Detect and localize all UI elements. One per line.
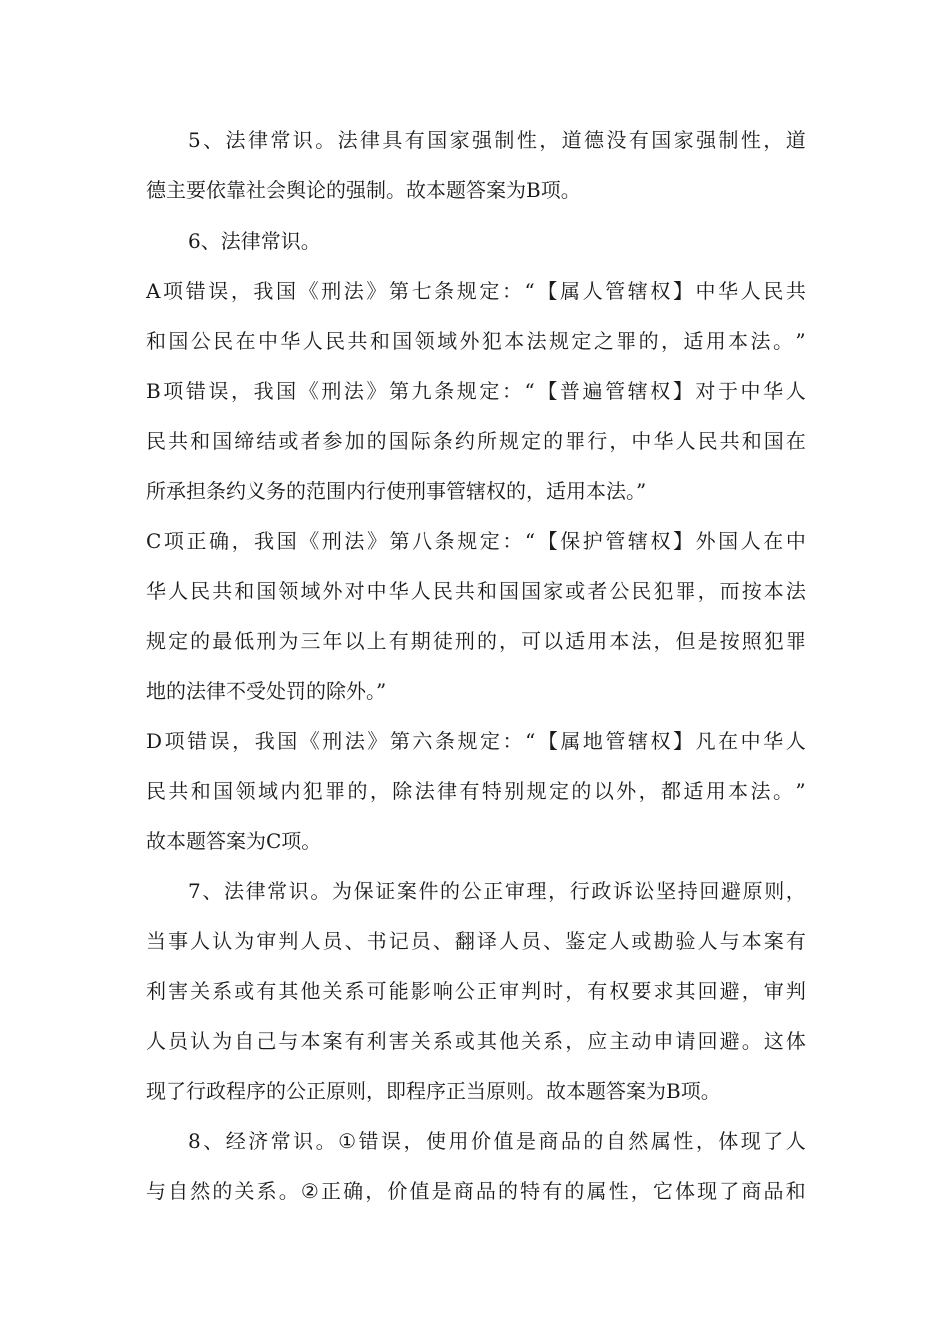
text-line: 地的法律不受处罚的除外。” (146, 679, 387, 703)
text-line: 当 事 人 认 为 审 判 人 员 、 书 记 员 、 翻 译 人 员 、 鉴 定 人 或 勘 验 人 与 本 案 有 (146, 929, 806, 953)
text-line: D 项 错 误 ， 我 国 《 刑 法 》 第 六 条 规 定 ： “ 【 属 地 管 辖 权 】 凡 在 中 华 人 (146, 729, 806, 753)
text-line: 民 共 和 国 缔 结 或 者 参 加 的 国 际 条 约 所 规 定 的 罪 行 ， 中 华 人 民 共 和 国 在 (146, 429, 806, 453)
text-line: 5 、 法 律 常 识 。 法 律 具 有 国 家 强 制 性 ， 道 德 没 有 国 家 强 制 性 ， 道 (188, 128, 806, 152)
text-line: 德主要依靠社会舆论的强制。故本题答案为B项。 (146, 178, 581, 202)
text-line: 7 、 法 律 常 识 。 为 保 证 案 件 的 公 正 审 理 ， 行 政 诉 讼 坚 持 回 避 原 则 ， (188, 879, 806, 903)
text-line: 民 共 和 国 领 域 内 犯 罪 的 ， 除 法 律 有 特 别 规 定 的 以 外 ， 都 适 用 本 法 。 ” (146, 779, 806, 803)
text-line: 现了行政程序的公正原则，即程序正当原则。故本题答案为B项。 (146, 1079, 721, 1103)
text-line: 利 害 关 系 或 有 其 他 关 系 可 能 影 响 公 正 审 判 时 ， 有 权 要 求 其 回 避 ， 审 判 (146, 979, 806, 1003)
text-line: 所承担条约义务的范围内行使刑事管辖权的，适用本法。” (146, 479, 647, 503)
text-line: 8 、 经 济 常 识 。 ① 错 误 ， 使 用 价 值 是 商 品 的 自 然 属 性 ， 体 现 了 人 (188, 1129, 806, 1153)
text-line: 6、法律常识。 (188, 229, 321, 253)
text-line: C 项 正 确 ， 我 国 《 刑 法 》 第 八 条 规 定 ： “ 【 保 护 管 辖 权 】 外 国 人 在 中 (146, 529, 806, 553)
text-line: 和 国 公 民 在 中 华 人 民 共 和 国 领 域 外 犯 本 法 规 定 之 罪 的 ， 适 用 本 法 。 ” (146, 329, 806, 353)
text-line: B 项 错 误 ， 我 国 《 刑 法 》 第 九 条 规 定 ： “ 【 普 遍 管 辖 权 】 对 于 中 华 人 (146, 379, 806, 403)
text-line: 华 人 民 共 和 国 领 域 外 对 中 华 人 民 共 和 国 国 家 或 者 公 民 犯 罪 ， 而 按 本 法 (146, 579, 806, 603)
text-line: 与 自 然 的 关 系 。 ② 正 确 ， 价 值 是 商 品 的 特 有 的 属 性 ， 它 体 现 了 商 品 和 (146, 1179, 806, 1203)
text-line: 人 员 认 为 自 己 与 本 案 有 利 害 关 系 或 其 他 关 系 ， 应 主 动 申 请 回 避 。 这 体 (146, 1029, 806, 1053)
text-line: 故本题答案为C项。 (146, 829, 322, 853)
text-line: 规 定 的 最 低 刑 为 三 年 以 上 有 期 徒 刑 的 ， 可 以 适 用 本 法 ， 但 是 按 照 犯 罪 (146, 629, 806, 653)
text-line: A 项 错 误 ， 我 国 《 刑 法 》 第 七 条 规 定 ： “ 【 属 人 管 辖 权 】 中 华 人 民 共 (146, 279, 806, 303)
